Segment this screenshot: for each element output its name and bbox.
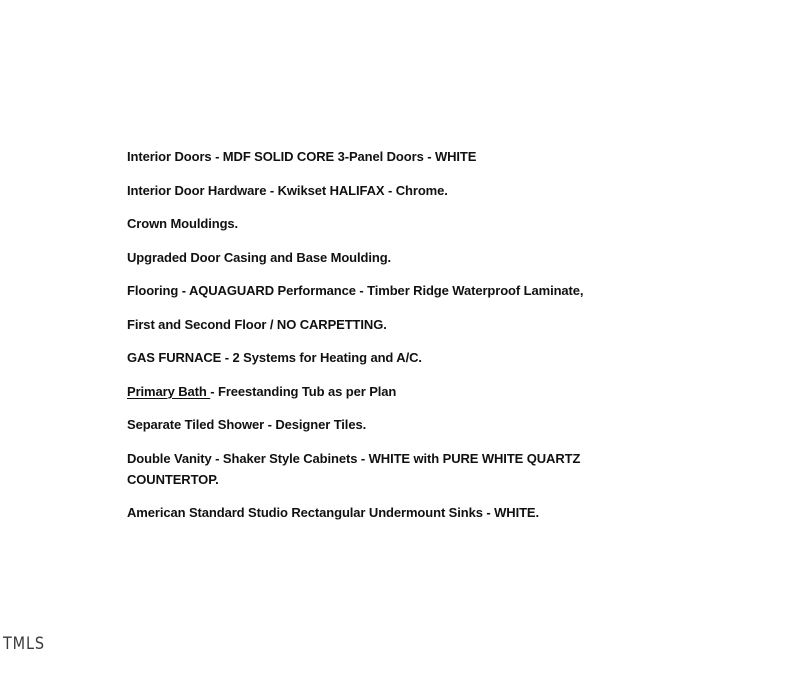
- feature-item: GAS FURNACE - 2 Systems for Heating and A/C.: [127, 350, 422, 365]
- primary-bath-label: Primary Bath: [127, 383, 211, 399]
- feature-item-primary-bath: [127, 381, 647, 402]
- feature-item: Double Vanity - Shaker Style Cabinets - WHITE with PURE WHITE QUARTZ COUNTERTOP.: [127, 450, 581, 487]
- tmls-watermark: TMLS: [3, 634, 45, 654]
- feature-item: Interior Door Hardware - Kwikset HALIFAX - Chrome.: [127, 182, 448, 198]
- feature-item: First and Second Floor / NO CARPETTING.: [127, 316, 387, 332]
- feature-item: Separate Tiled Shower - Designer Tiles.: [127, 417, 367, 432]
- feature-item: American Standard Studio Rectangular Undermount Sinks - WHITE.: [127, 504, 540, 520]
- feature-item: Crown Mouldings.: [127, 216, 239, 231]
- feature-item: Flooring - AQUAGUARD Performance - Timber Ridge Waterproof Laminate,: [127, 283, 584, 298]
- primary-bath-text: - Freestanding Tub as per Plan: [210, 383, 397, 399]
- feature-list: [127, 146, 647, 535]
- feature-item: Interior Doors - MDF SOLID CORE 3-Panel Doors - WHITE: [127, 149, 477, 164]
- feature-item: Upgraded Door Casing and Base Moulding.: [127, 249, 392, 265]
